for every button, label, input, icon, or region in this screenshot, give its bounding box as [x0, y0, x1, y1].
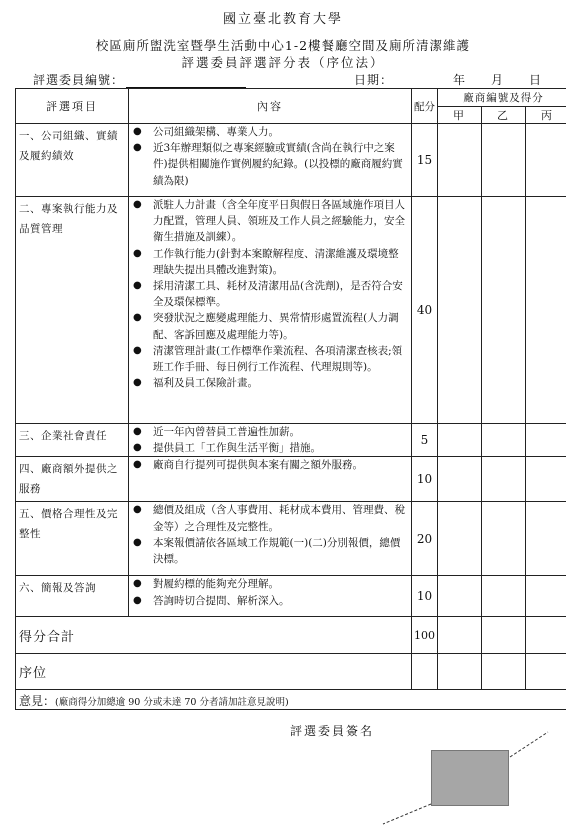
seal-stamp-box[interactable] [431, 750, 509, 806]
list-item: ● 採用清潔工具、耗材及清潔用品(含洗劑)，是否符合安全及環保標準。 [133, 280, 403, 309]
dashed-guide-line [510, 732, 548, 757]
document-subtitle: 評選委員評選評分表（序位法） [181, 55, 385, 70]
vendor-b: 乙 [482, 107, 526, 124]
signature-label: 評選委員簽名 [290, 724, 375, 738]
row-category: 六、簡報及答詢 [16, 576, 129, 617]
bullet-icon: ● [133, 126, 142, 137]
committee-number-label: 評選委員編號： [33, 73, 125, 87]
list-item: ● 近一年內曾替員工普遍性加薪。 [129, 424, 405, 440]
row-points: 5 [412, 424, 438, 457]
bullet-icon: ● [133, 280, 142, 292]
opinion-label: 意見： [19, 694, 56, 709]
dashed-guide-line [383, 804, 431, 824]
bullet-icon: ● [133, 377, 142, 389]
list-item: ● 本案報價請依各區域工作規範(一)(二)分別報價，總價決標。 [133, 536, 401, 566]
list-item: ● 答詢時切合提問、解析深入。 [129, 593, 405, 609]
bullet-icon: ● [133, 426, 142, 437]
bullet-icon: ● [133, 459, 142, 471]
document-title: 校區廁所盥洗室暨學生活動中心1-2樓餐廳空間及廁所清潔維護 [95, 38, 471, 53]
list-item: ● 對履約標的能夠充分理解。 [129, 576, 405, 592]
list-item: ● 清潔管理計畫(工作標準作業流程、各項清潔查核表;領班工作手冊、每日例行工作流程、代理規則等)。 [133, 344, 403, 374]
list-item: ● 提供員工「工作與生活平衡」措施。 [129, 440, 405, 456]
list-item: ● 派駐人力計畫（含全年度平日與假日各區域施作項目人力配置，管理人員、領班及工作人員之經驗能力，安全衛生措施及訓練）。 [133, 199, 405, 244]
row-points: 15 [412, 124, 438, 197]
row-points: 40 [412, 197, 438, 424]
row-category: 三、企業社會責任 [16, 424, 129, 457]
row-category: 四、廠商額外提供之服務 [16, 457, 129, 502]
date-day-label: 日 [529, 73, 543, 87]
list-item: ● 總價及組成（含人事費用、耗材成本費用、管理費、稅金等）之合理性及完整性。 [133, 504, 405, 533]
date-label: 日期： [354, 73, 394, 87]
bullet-icon: ● [133, 536, 142, 548]
row-points: 10 [412, 576, 438, 617]
row-points: 20 [412, 502, 438, 576]
row-category: 二、專案執行能力及品質管理 [16, 197, 129, 424]
rank-label: 序位 [16, 654, 412, 690]
header-points: 配分 [412, 89, 438, 124]
bullet-icon: ● [133, 594, 142, 606]
vendor-a: 甲 [438, 107, 482, 124]
opinion-note: (廠商得分加總逾 90 分或未達 70 分者請加註意見說明) [55, 697, 289, 709]
bullet-icon: ● [133, 578, 142, 590]
bullet-icon: ● [133, 199, 142, 210]
vendor-c: 丙 [526, 107, 566, 124]
total-label: 得分合計 [16, 617, 412, 654]
list-item: ● 廠商自行提列可提供與本案有關之額外服務。 [129, 457, 405, 473]
bullet-icon: ● [133, 504, 142, 516]
list-item: ● 工作執行能力(針對本案瞭解程度、清潔維護及環境整理缺失提出具體改進對策)。 [133, 247, 399, 276]
date-year-label: 年 [453, 73, 467, 87]
total-points: 100 [412, 617, 438, 654]
row-category: 一、公司組織、實績及履約績效 [16, 124, 129, 197]
header-item: 評選項目 [16, 89, 129, 124]
list-item: ● 福利及員工保險計畫。 [129, 375, 405, 391]
list-item: ● 公司組織架構、專業人力。 [129, 124, 405, 140]
header-content: 內容 [129, 89, 412, 124]
bullet-icon: ● [133, 142, 142, 154]
bullet-icon: ● [133, 247, 142, 259]
university-name: 國立臺北教育大學 [222, 12, 343, 27]
bullet-icon: ● [133, 344, 142, 356]
row-points: 10 [412, 457, 438, 502]
list-item: ● 近3年辦理類似之專案經驗或實績(含尚在執行中之案件)提供相關施作實例履約紀錄。(以投標的廠商履約實績為限) [133, 142, 403, 187]
bullet-icon: ● [133, 442, 142, 454]
date-month-label: 月 [491, 73, 505, 87]
header-vendor: 廠商編號及得分 [438, 89, 566, 107]
list-item: ● 突發狀況之應變處理能力、異常情形處置流程(人力調配、客訴回應及處理能力等)。 [133, 312, 399, 341]
row-category: 五、價格合理性及完整性 [16, 502, 129, 576]
bullet-icon: ● [133, 312, 142, 324]
